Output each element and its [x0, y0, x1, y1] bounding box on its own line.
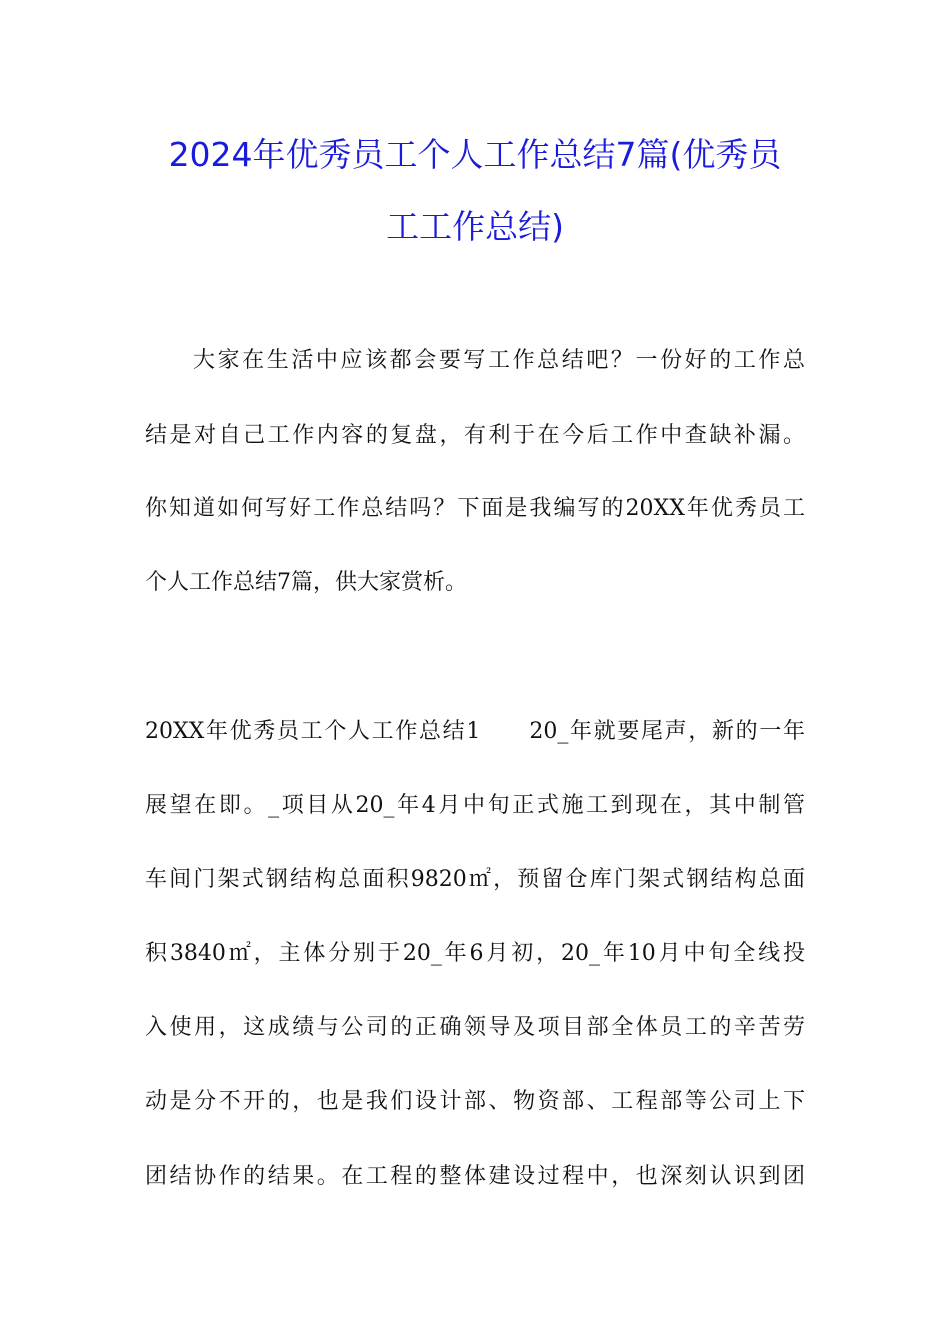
- section1-paragraph-line: 展望在即。_项目从20_年4月中旬正式施工到现在，其中制管: [145, 793, 805, 818]
- section1-paragraph-line: 车间门架式钢结构总面积9820㎡，预留仓库门架式钢结构总面: [145, 867, 805, 892]
- intro-paragraph-line: 大家在生活中应该都会要写工作总结吧？一份好的工作总: [193, 348, 805, 373]
- document-title-line-2: 工工作总结): [386, 207, 564, 246]
- section1-paragraph-line: 动是分不开的，也是我们设计部、物资部、工程部等公司上下: [145, 1089, 805, 1114]
- section1-paragraph-line: 20XX年优秀员工个人工作总结1 20_年就要尾声，新的一年: [145, 719, 805, 744]
- intro-paragraph-line: 你知道如何写好工作总结吗？下面是我编写的20XX年优秀员工: [145, 496, 805, 521]
- document-title-line-1: 2024年优秀员工个人工作总结7篇(优秀员: [168, 135, 782, 174]
- intro-paragraph-line: 结是对自己工作内容的复盘，有利于在今后工作中查缺补漏。: [145, 423, 805, 448]
- section1-paragraph-line: 入使用，这成绩与公司的正确领导及项目部全体员工的辛苦劳: [145, 1015, 805, 1040]
- section1-paragraph-line: 团结协作的结果。在工程的整体建设过程中，也深刻认识到团: [145, 1164, 805, 1189]
- intro-paragraph-line: 个人工作总结7篇，供大家赏析。: [145, 570, 467, 595]
- section1-paragraph-line: 积3840㎡，主体分别于20_年6月初，20_年10月中旬全线投: [145, 941, 805, 966]
